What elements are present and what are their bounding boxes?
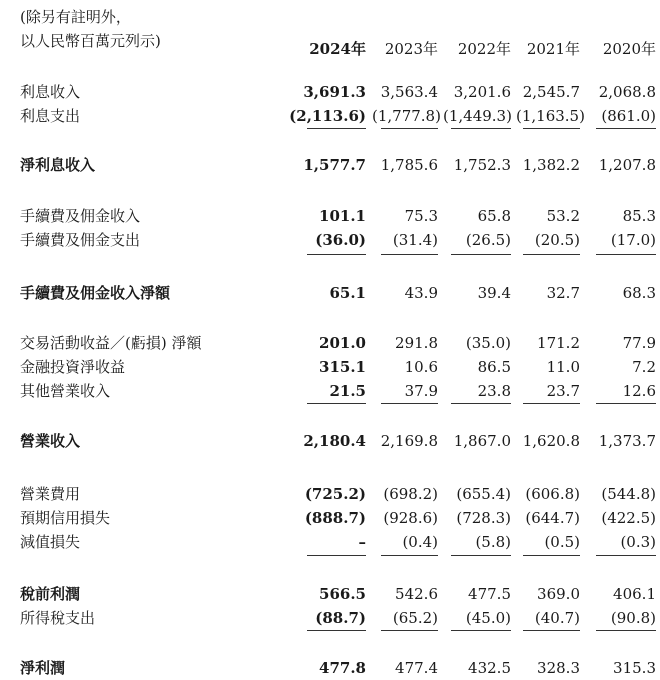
year-header-2020: 2020年 [602,40,656,58]
rule-line [381,254,438,255]
value-2023: 542.6 [395,585,438,603]
value-2020: 77.9 [622,334,656,352]
rule-line [523,254,580,255]
value-2020: (90.8) [610,609,656,627]
value-2024: – [358,533,366,551]
value-2020: (861.0) [601,107,656,125]
table-row [0,331,660,355]
value-2023: 3,563.4 [380,83,438,101]
rule-line [523,630,580,631]
table-row [0,204,660,228]
rule-line [596,403,656,404]
units-note-line1: (除另有註明外， [20,8,131,26]
row-label: 金融投資淨收益 [20,358,126,376]
table-row-subtotal [0,281,660,305]
value-2020: 85.3 [622,207,656,225]
value-2022: (655.4) [456,485,511,503]
value-2021: 1,620.8 [522,432,580,450]
value-2021: (644.7) [525,509,580,527]
value-2020: (17.0) [610,231,656,249]
table-row [0,228,660,252]
value-2022: (45.0) [465,609,511,627]
value-2020: (544.8) [601,485,656,503]
table-row [0,506,660,530]
value-2022: 65.8 [477,207,511,225]
value-2022: (26.5) [465,231,511,249]
year-header-2023: 2023年 [384,40,438,58]
value-2024: 477.8 [319,659,366,677]
value-2023: 75.3 [404,207,438,225]
value-2024: (36.0) [315,231,366,249]
row-label: 手續費及佣金收入淨額 [20,284,171,302]
row-label: 營業費用 [20,485,81,503]
value-2021: 23.7 [546,382,580,400]
value-2020: 2,068.8 [598,83,656,101]
value-2023: 1,785.6 [380,156,438,174]
value-2021: 171.2 [537,334,580,352]
row-label: 預期信用損失 [20,509,111,527]
value-2024: 21.5 [329,382,366,400]
value-2022: (35.0) [465,334,511,352]
units-note-line2: 以人民幣百萬元列示) [20,32,161,50]
value-2024: 315.1 [319,358,366,376]
table-row-subtotal [0,153,660,177]
value-2023: 2,169.8 [380,432,438,450]
rule-line [307,128,366,129]
value-2022: 23.8 [477,382,511,400]
value-2022: 432.5 [468,659,511,677]
value-2021: 369.0 [537,585,580,603]
value-2022: 86.5 [477,358,511,376]
value-2023: 10.6 [404,358,438,376]
value-2020: (0.3) [620,533,656,551]
value-2020: 315.3 [613,659,656,677]
table-row [0,379,660,403]
value-2024: 101.1 [319,207,366,225]
value-2024: 201.0 [319,334,366,352]
value-2023: (31.4) [392,231,438,249]
rule-line [307,555,366,556]
rule-line [451,630,511,631]
rule-line [596,630,656,631]
row-label: 利息收入 [20,83,81,101]
year-header-2022: 2022年 [457,40,511,58]
rule-line [307,403,366,404]
value-2021: 53.2 [546,207,580,225]
value-2020: (422.5) [601,509,656,527]
value-2022: 39.4 [477,284,511,302]
value-2021: (40.7) [534,609,580,627]
value-2024: 566.5 [319,585,366,603]
rule-line [523,555,580,556]
table-row-subtotal [0,429,660,453]
table-row [0,104,660,128]
rule-line [596,254,656,255]
rule-line [451,128,511,129]
row-label: 手續費及佣金支出 [20,231,141,249]
rule-line [381,403,438,404]
row-label: 淨利息收入 [20,156,96,174]
rule-line [523,403,580,404]
rule-line [596,555,656,556]
rule-line [307,630,366,631]
year-header-2021: 2021年 [526,40,580,58]
value-2024: (88.7) [315,609,366,627]
value-2023: 43.9 [404,284,438,302]
value-2023: (928.6) [383,509,438,527]
value-2024: (2,113.6) [289,107,366,125]
rule-line [451,403,511,404]
value-2021: (606.8) [525,485,580,503]
value-2022: (728.3) [456,509,511,527]
row-label: 減值損失 [20,533,81,551]
row-label: 其他營業收入 [20,382,111,400]
value-2021: (0.5) [544,533,580,551]
rule-line [596,128,656,129]
row-label: 營業收入 [20,432,81,450]
rule-line [451,555,511,556]
table-row [0,482,660,506]
row-label: 交易活動收益／(虧損) 淨額 [20,334,202,352]
value-2021: (1,163.5) [516,107,585,125]
table-row-subtotal [0,582,660,606]
rule-line [451,254,511,255]
value-2023: (0.4) [402,533,438,551]
table-row-total [0,656,660,680]
value-2024: 65.1 [329,284,366,302]
row-label: 淨利潤 [20,659,66,677]
rule-line [381,555,438,556]
value-2024: (888.7) [304,509,366,527]
value-2022: (5.8) [475,533,511,551]
value-2021: (20.5) [534,231,580,249]
value-2023: (698.2) [383,485,438,503]
value-2020: 68.3 [622,284,656,302]
rule-line [307,254,366,255]
row-label: 所得稅支出 [20,609,96,627]
value-2024: 2,180.4 [303,432,366,450]
value-2022: 3,201.6 [453,83,511,101]
rule-line [523,128,580,129]
row-label: 手續費及佣金收入 [20,207,141,225]
table-row [0,80,660,104]
value-2020: 406.1 [613,585,656,603]
value-2021: 2,545.7 [522,83,580,101]
row-label: 利息支出 [20,107,81,125]
value-2022: 1,867.0 [453,432,511,450]
rule-line [381,630,438,631]
value-2020: 1,207.8 [598,156,656,174]
value-2022: (1,449.3) [443,107,512,125]
value-2021: 328.3 [537,659,580,677]
value-2022: 1,752.3 [453,156,511,174]
year-header-2024: 2024年 [309,40,366,58]
value-2021: 1,382.2 [522,156,580,174]
value-2020: 12.6 [622,382,656,400]
table-row [0,606,660,630]
value-2023: 37.9 [404,382,438,400]
value-2024: 1,577.7 [303,156,366,174]
value-2020: 7.2 [632,358,656,376]
value-2024: (725.2) [304,485,366,503]
value-2023: (65.2) [392,609,438,627]
value-2023: 477.4 [395,659,438,677]
table-row [0,530,660,554]
value-2023: (1,777.8) [372,107,441,125]
value-2022: 477.5 [468,585,511,603]
value-2024: 3,691.3 [303,83,366,101]
row-label: 稅前利潤 [20,585,81,603]
value-2021: 11.0 [546,358,580,376]
rule-line [381,128,438,129]
table-row [0,355,660,379]
value-2021: 32.7 [546,284,580,302]
value-2023: 291.8 [395,334,438,352]
value-2020: 1,373.7 [598,432,656,450]
